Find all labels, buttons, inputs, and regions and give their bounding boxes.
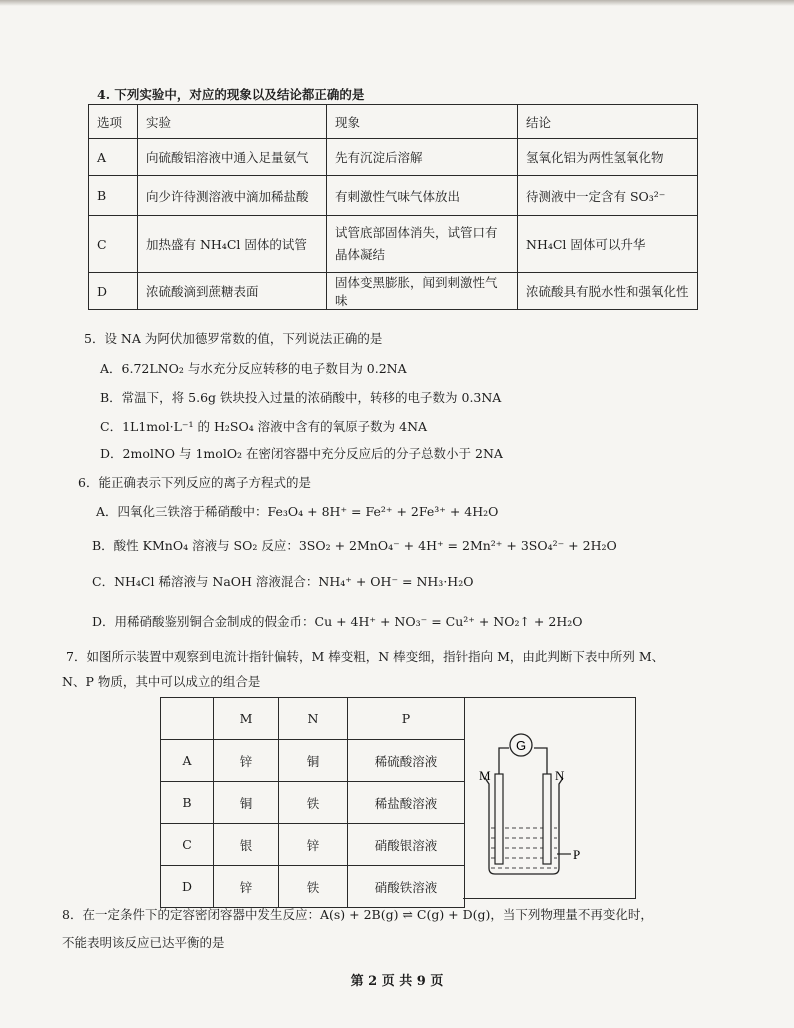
q6-option-d: D．用稀硝酸鉴别铜合金制成的假金币：Cu + 4H⁺ + NO₃⁻ = Cu²⁺ + NO₂↑ + 2H₂O <box>92 614 583 629</box>
table-row <box>161 866 465 908</box>
scan-edge-shadow <box>0 0 794 6</box>
header-experiment: 实验 <box>138 105 327 139</box>
header-option: 选项 <box>89 105 138 139</box>
electrode-n-label: N <box>555 768 565 783</box>
q6-option-b: B．酸性 KMnO₄ 溶液与 SO₂ 反应：3SO₂ + 2MnO₄⁻ + 4H⁺ = 2Mn²⁺ + 3SO₄²⁻ + 2H₂O <box>92 538 617 553</box>
page-footer: 第 2 页 共 9 页 <box>350 974 444 989</box>
q6-stem: 6．能正确表示下列反应的离子方程式的是 <box>78 475 311 490</box>
table-row <box>161 740 465 782</box>
row-option: A <box>161 740 214 782</box>
row-experiment: 加热盛有 NH₄Cl 固体的试管 <box>138 216 327 273</box>
row-option: C <box>89 216 138 273</box>
row-conclusion: NH₄Cl 固体可以升华 <box>518 216 698 273</box>
row-option: A <box>89 139 138 176</box>
galvanometer-label: G <box>515 738 527 753</box>
row-n: 锌 <box>279 824 348 866</box>
row-p: 稀硫酸溶液 <box>348 740 465 782</box>
row-option: D <box>161 866 214 908</box>
table-row <box>89 273 698 310</box>
row-p: 稀盐酸溶液 <box>348 782 465 824</box>
q7-stem-line1: 7．如图所示装置中观察到电流计指针偏转，M 棒变粗，N 棒变细，指针指向 M，由此判断下表中所列 M、 <box>66 649 665 664</box>
electrode-m <box>495 774 503 864</box>
row-phenomenon: 试管底部固体消失，试管口有晶体凝结 <box>327 216 518 273</box>
header-blank <box>161 698 214 740</box>
wire-right <box>534 748 547 776</box>
q5-option-b: B．常温下，将 5.6g 铁块投入过量的浓硝酸中，转移的电子数为 0.3NA <box>100 390 502 405</box>
q6-option-a: A．四氧化三铁溶于稀硝酸中：Fe₃O₄ + 8H⁺ = Fe²⁺ + 2Fe³⁺ + 4H₂O <box>96 504 499 519</box>
row-phenomenon: 先有沉淀后溶解 <box>327 139 518 176</box>
q5-stem: 5．设 NA 为阿伏加德罗常数的值，下列说法正确的是 <box>84 331 383 346</box>
row-m: 锌 <box>214 740 279 782</box>
q7-stem-line2: N、P 物质，其中可以成立的组合是 <box>62 674 261 689</box>
liquid-label: P <box>573 847 581 862</box>
row-p: 硝酸银溶液 <box>348 824 465 866</box>
table-row <box>89 216 698 273</box>
row-conclusion: 待测液中一定含有 SO₃²⁻ <box>518 176 698 216</box>
row-p: 硝酸铁溶液 <box>348 866 465 908</box>
table-header-row <box>89 105 698 139</box>
row-experiment: 向硫酸铝溶液中通入足量氨气 <box>138 139 327 176</box>
header-phenomenon: 现象 <box>327 105 518 139</box>
row-n: 铁 <box>279 782 348 824</box>
row-option: B <box>161 782 214 824</box>
header-conclusion: 结论 <box>518 105 698 139</box>
row-option: D <box>89 273 138 310</box>
row-m: 银 <box>214 824 279 866</box>
table-row <box>89 139 698 176</box>
table-row <box>161 824 465 866</box>
q4-stem: 4. 下列实验中，对应的现象以及结论都正确的是 <box>97 87 365 102</box>
row-phenomenon: 固体变黑膨胀，闻到刺激性气味 <box>327 273 518 310</box>
row-option: C <box>161 824 214 866</box>
wire-left <box>499 748 509 776</box>
row-n: 铁 <box>279 866 348 908</box>
row-experiment: 浓硫酸滴到蔗糖表面 <box>138 273 327 310</box>
galvanic-cell-diagram <box>463 698 635 898</box>
row-experiment: 向少许待测溶液中滴加稀盐酸 <box>138 176 327 216</box>
row-n: 铜 <box>279 740 348 782</box>
header-p: P <box>348 698 465 740</box>
q8-stem-line1: 8．在一定条件下的定容密闭容器中发生反应：A(s) + 2B(g) ⇌ C(g) + D(g)，当下列物理量不再变化时， <box>62 907 653 922</box>
table-row <box>161 782 465 824</box>
row-conclusion: 浓硫酸具有脱水性和强氧化性 <box>518 273 698 310</box>
q8-stem-line2: 不能表明该反应已达平衡的是 <box>62 935 225 950</box>
electrode-n <box>543 774 551 864</box>
row-m: 铜 <box>214 782 279 824</box>
q4-table <box>88 104 698 310</box>
q6-option-c: C．NH₄Cl 稀溶液与 NaOH 溶液混合：NH₄⁺ + OH⁻ = NH₃·H₂O <box>92 574 474 589</box>
header-n: N <box>279 698 348 740</box>
q5-option-d: D．2molNO 与 1molO₂ 在密闭容器中充分反应后的分子总数小于 2NA <box>100 446 503 461</box>
row-option: B <box>89 176 138 216</box>
header-m: M <box>214 698 279 740</box>
table-row <box>89 176 698 216</box>
q5-option-a: A．6.72LNO₂ 与水充分反应转移的电子数目为 0.2NA <box>100 361 407 376</box>
row-phenomenon: 有刺激性气味气体放出 <box>327 176 518 216</box>
q7-table <box>160 697 465 908</box>
q5-option-c: C．1L1mol·L⁻¹ 的 H₂SO₄ 溶液中含有的氧原子数为 4NA <box>100 419 428 434</box>
cell-diagram-box <box>463 697 636 899</box>
table-header-row <box>161 698 465 740</box>
row-conclusion: 氢氧化铝为两性氢氧化物 <box>518 139 698 176</box>
electrode-m-label: M <box>479 768 491 783</box>
row-m: 锌 <box>214 866 279 908</box>
